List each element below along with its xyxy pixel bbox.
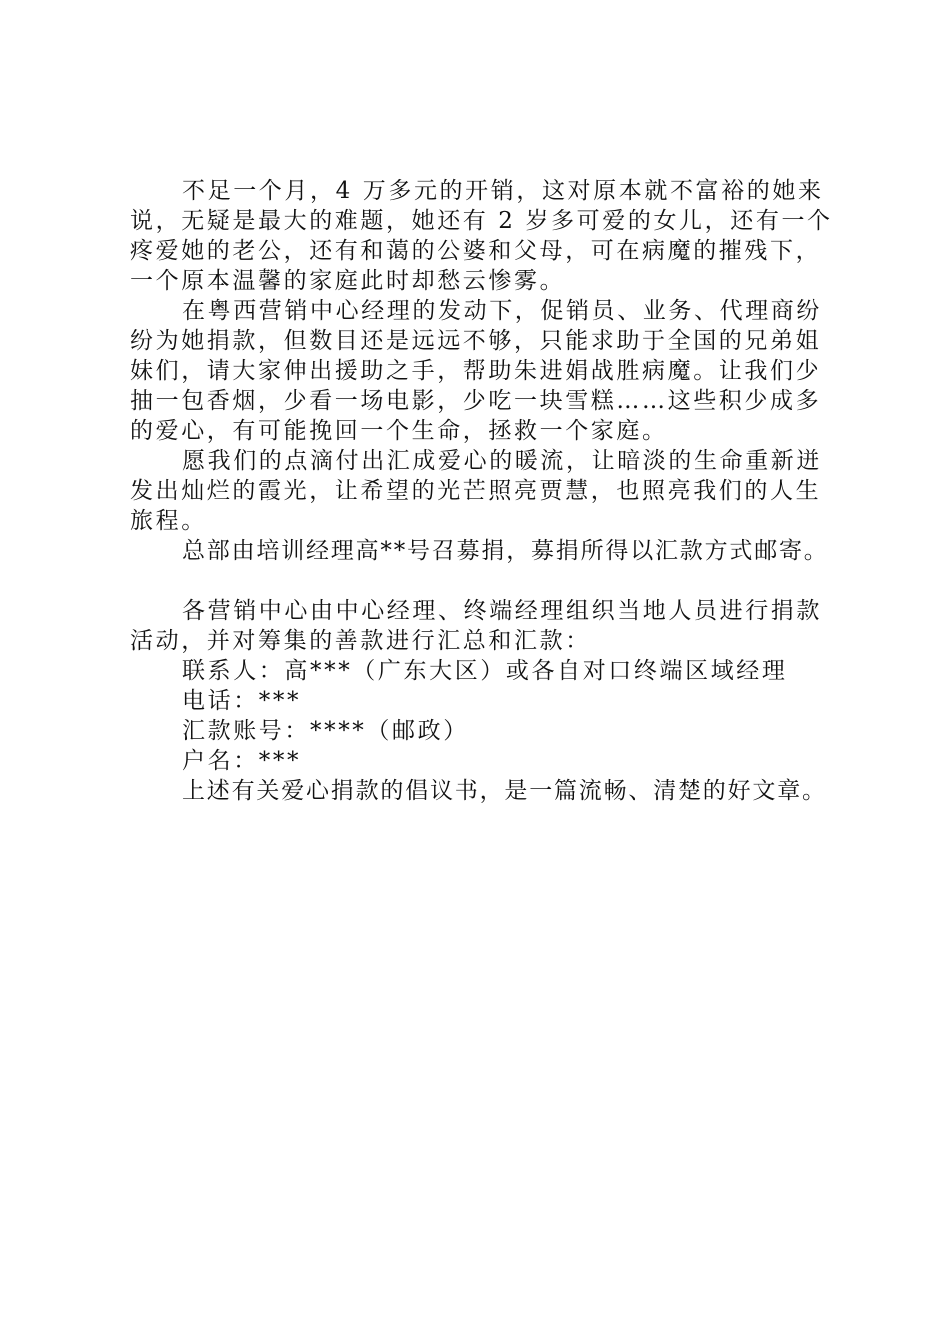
contact-person: 联系人：高***（广东大区）或各自对口终端区域经理: [182, 658, 788, 684]
text-line: 纷为她捐款，但数目还是远远不够，只能求助于全国的兄弟姐: [130, 328, 822, 354]
paragraph-appeal: [130, 296, 850, 446]
text-line: 活动，并对筹集的善款进行汇总和汇款：: [130, 628, 591, 654]
text-line: 旅程。: [130, 508, 207, 534]
contact-info: [130, 656, 850, 776]
text-line: 各营销中心由中心经理、终端经理组织当地人员进行捐款: [182, 598, 822, 624]
paragraph-conclusion: [130, 776, 850, 806]
paragraph-headquarters: [130, 536, 850, 566]
text-line: 说，无疑是最大的难题，她还有 2 岁多可爱的女儿，还有一个: [130, 208, 833, 234]
blank-line: [130, 566, 850, 596]
text-line: 一个原本温馨的家庭此时却愁云惨雾。: [130, 268, 566, 294]
remittance-account: 汇款账号：****（邮政）: [182, 718, 469, 744]
text-line: 上述有关爱心捐款的倡议书，是一篇流畅、清楚的好文章。: [182, 778, 827, 804]
contact-phone: 电话：***: [182, 688, 302, 714]
document-body: [130, 176, 850, 806]
account-name: 户名：***: [182, 748, 302, 774]
text-line: 的爱心，有可能挽回一个生命，拯救一个家庭。: [130, 418, 668, 444]
text-line: 妹们，请大家伸出援助之手，帮助朱进娟战胜病魔。让我们少: [130, 358, 822, 384]
paragraph-hardship: [130, 176, 850, 296]
paragraph-hope: [130, 446, 850, 536]
text-line: 不足一个月，4 万多元的开销，这对原本就不富裕的她来: [182, 178, 824, 204]
text-line: 在粤西营销中心经理的发动下，促销员、业务、代理商纷: [182, 298, 822, 324]
text-line: 抽一包香烟，少看一场电影，少吃一块雪糕……这些积少成多: [130, 388, 822, 414]
paragraph-centers: [130, 596, 850, 656]
text-line: 疼爱她的老公，还有和蔼的公婆和父母，可在病魔的摧残下，: [130, 238, 822, 264]
text-line: 愿我们的点滴付出汇成爱心的暖流，让暗淡的生命重新迸: [182, 448, 822, 474]
text-line: 总部由培训经理高**号召募捐，募捐所得以汇款方式邮寄。: [182, 538, 829, 564]
text-line: 发出灿烂的霞光，让希望的光芒照亮贾慧，也照亮我们的人生: [130, 478, 822, 504]
